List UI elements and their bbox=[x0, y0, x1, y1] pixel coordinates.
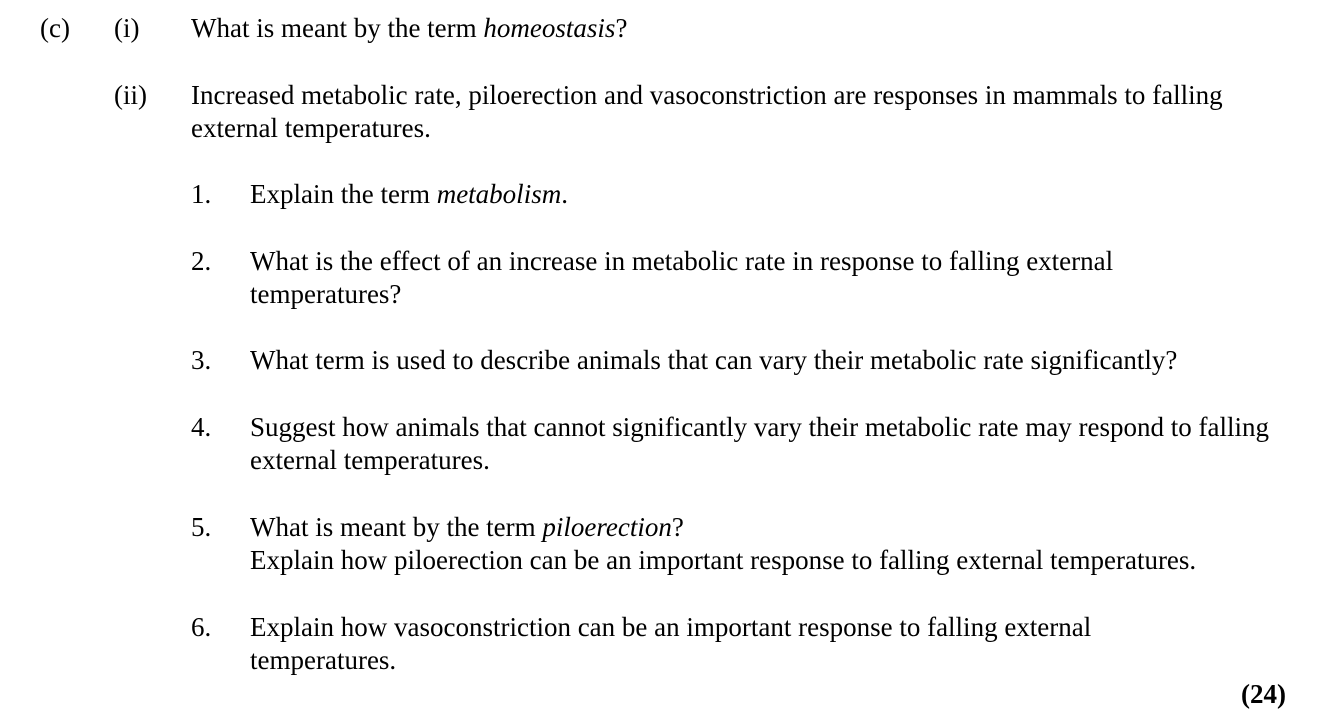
question-line: Explain how piloerection can be an important response to falling external temperatures. bbox=[250, 545, 1197, 575]
question-text: What term is used to describe animals that can vary their metabolic rate significantly? bbox=[250, 345, 1178, 375]
total-marks: (24) bbox=[1241, 679, 1286, 709]
question-text: What is meant by the term bbox=[191, 13, 484, 43]
question-text-part: What is meant by the term bbox=[250, 512, 543, 542]
question-number: 6. bbox=[191, 612, 212, 642]
question-line bbox=[250, 511, 1330, 544]
question-text bbox=[250, 178, 1310, 211]
subpart-i-label: (i) bbox=[114, 13, 140, 43]
italic-term: metabolism bbox=[436, 179, 562, 209]
question-punctuation: ? bbox=[615, 13, 628, 43]
italic-term: homeostasis bbox=[483, 13, 616, 43]
question-text: Explain how vasoconstriction can be an important response to falling external temperatures. bbox=[250, 612, 1092, 675]
question-number: 3. bbox=[191, 345, 212, 375]
part-label: (c) bbox=[40, 13, 70, 43]
question-text-part: Explain the term bbox=[250, 179, 437, 209]
subpart-ii-stem: Increased metabolic rate, piloerection and vasoconstriction are responses in mammals to falling external temperatures. bbox=[191, 80, 1223, 143]
subpart-ii-label: (ii) bbox=[114, 80, 147, 110]
subpart-i-question bbox=[191, 12, 1291, 45]
question-number: 2. bbox=[191, 246, 212, 276]
question-punctuation: . bbox=[561, 179, 568, 209]
question-text: What is the effect of an increase in metabolic rate in response to falling external temperatures? bbox=[250, 246, 1114, 309]
question-number: 4. bbox=[191, 412, 212, 442]
question-text bbox=[250, 511, 1330, 577]
question-number: 5. bbox=[191, 512, 212, 542]
question-text: Suggest how animals that cannot significantly vary their metabolic rate may respond to falling external temperatures. bbox=[250, 412, 1269, 475]
question-punctuation: ? bbox=[671, 512, 684, 542]
italic-term: piloerection bbox=[542, 512, 672, 542]
question-number: 1. bbox=[191, 179, 212, 209]
